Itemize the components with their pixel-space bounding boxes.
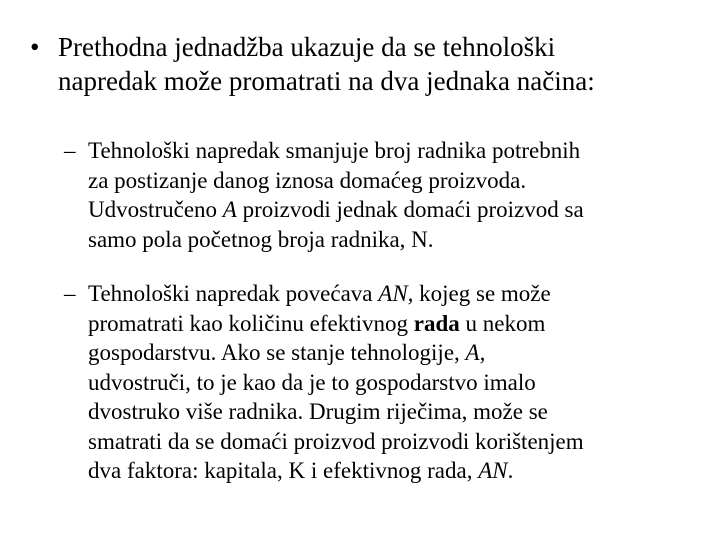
dash-marker: –	[64, 281, 76, 306]
italic-term: AN	[478, 458, 508, 483]
text-run: u nekom	[459, 310, 546, 336]
text-run: proizvodi jednak domaći proizvod sa	[236, 197, 584, 222]
italic-term: AN,	[378, 281, 414, 306]
text-run: gospodarstvu. Ako se stanje tehnologije,	[88, 340, 466, 365]
text-run: .	[507, 458, 514, 483]
text-run: kojeg se može	[413, 281, 551, 306]
text-run: udvostruči, to je kao da je to gospodarstvo imalo	[88, 369, 536, 395]
sub-bullet-line	[88, 166, 704, 196]
text-run: Tehnološki napredak smanjuje broj radnika potrebnih	[88, 138, 581, 163]
sub-bullet-line	[88, 338, 704, 368]
sub-bullet-line	[88, 309, 704, 339]
sub-bullet-line	[88, 427, 704, 457]
text-run: dvostruko više radnika. Drugim riječima, može se	[88, 399, 548, 424]
dash-marker: –	[64, 138, 76, 163]
main-bullet-line: napredak može promatrati na dva jednaka načina:	[58, 66, 595, 96]
bold-term: rada	[413, 310, 460, 336]
text-run: smatrati da se domaći proizvod proizvodi korištenjem	[88, 428, 584, 454]
text-run: Tehnološki napredak povećava	[88, 281, 379, 306]
text-run: dva faktora: kapitala, K i efektivnog rada,	[88, 458, 479, 483]
text-run: Udvostručeno	[88, 197, 223, 222]
main-bullet-line: Prethodna jednadžba ukazuje da se tehnološki	[58, 32, 556, 62]
bullet-marker: •	[30, 32, 40, 62]
text-run: promatrati kao količinu efektivnog	[88, 310, 414, 336]
sub-bullet-line	[88, 368, 704, 398]
sub-bullet-text	[88, 136, 704, 254]
sub-bullet-line	[88, 225, 704, 255]
text-run: za postizanje danog iznosa domaćeg proizvoda.	[88, 167, 527, 193]
sub-bullet-line	[88, 195, 704, 225]
italic-term: A,	[465, 340, 486, 365]
text-run: samo pola početnog broja radnika, N.	[88, 226, 434, 252]
sub-bullet-line	[88, 397, 704, 427]
sub-bullet-line	[88, 279, 704, 309]
italic-term: A	[222, 197, 237, 222]
sub-bullet-line	[88, 456, 704, 486]
main-bullet-text	[58, 30, 708, 98]
sub-bullet-text	[88, 279, 704, 486]
sub-bullet-line	[88, 136, 704, 166]
